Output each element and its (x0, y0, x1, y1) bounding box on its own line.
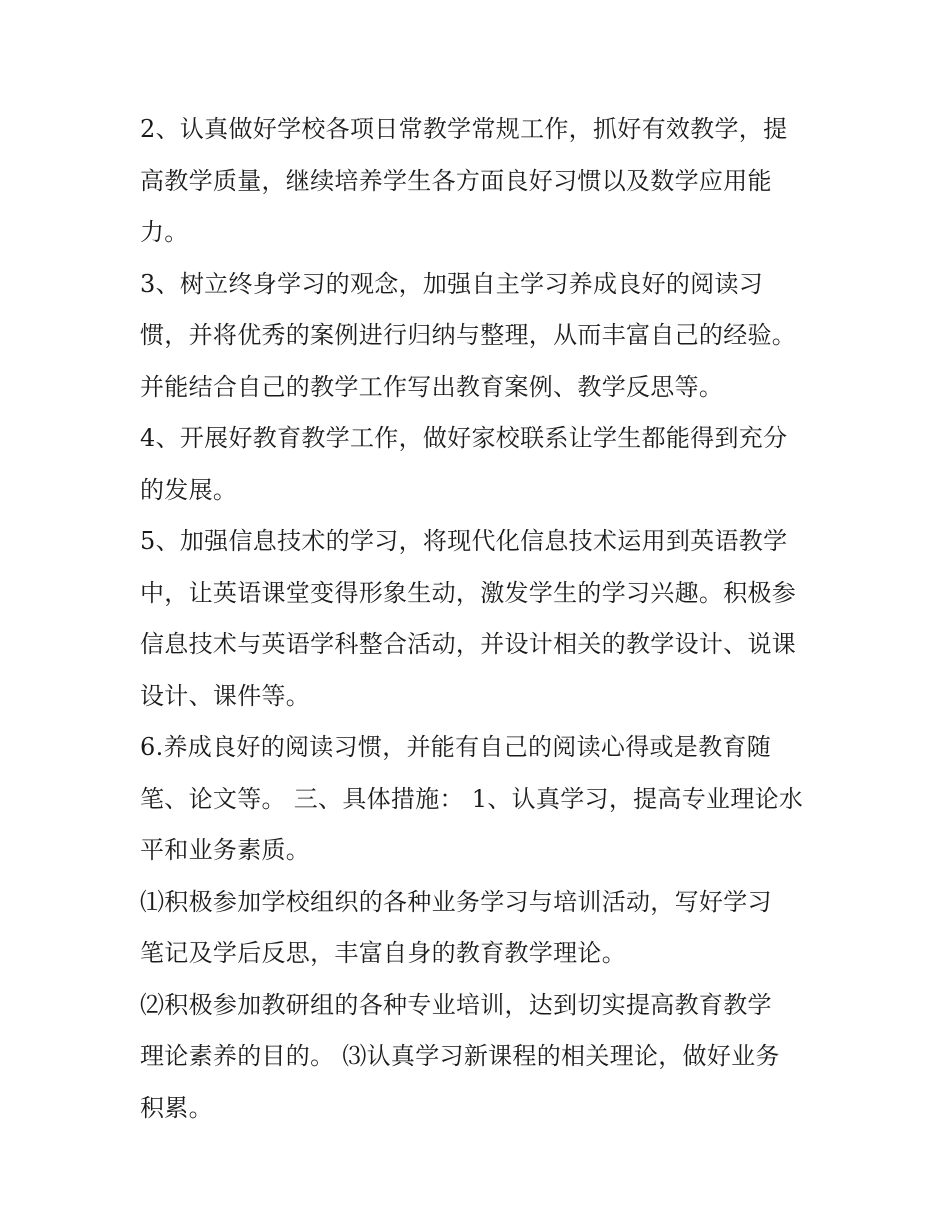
text-line: ⑴积极参加学校组织的各种业务学习与培训活动，写好学习 (140, 887, 772, 916)
text-line: 力。 (140, 218, 189, 246)
text-line: 中，让英语课堂变得形象生动，激发学生的学习兴趣。积极参 (140, 578, 797, 607)
text-line: ⑵积极参加教研组的各种专业培训，达到切实提高教育教学 (140, 990, 772, 1019)
text-line: 2、认真做好学校各项日常教学常规工作，抓好有效教学，提 (140, 115, 788, 143)
text-line: 5、加强信息技术的学习，将现代化信息技术运用到英语教学 (140, 527, 788, 555)
text-line: 设计、课件等。 (140, 681, 311, 710)
text-line: 惯，并将优秀的案例进行归纳与整理，从而丰富自己的经验。 (140, 321, 797, 349)
text-line: 4、开展好教育教学工作，做好家校联系让学生都能得到充分 (140, 424, 788, 452)
text-line: 笔、论文等。 三、具体措施： 1、认真学习，提高专业理论水 (140, 784, 804, 813)
text-line: 3、树立终身学习的观念，加强自主学习养成良好的阅读习 (140, 269, 764, 298)
text-line: 6.养成良好的阅读习惯，并能有自己的阅读心得或是教育随 (140, 733, 771, 761)
text-line: 笔记及学后反思，丰富自身的教育教学理论。 (140, 939, 626, 967)
text-line: 信息技术与英语学科整合活动，并设计相关的教学设计、说课 (140, 630, 797, 658)
text-line: 平和业务素质。 (140, 836, 311, 864)
text-line: 理论素养的目的。 ⑶认真学习新课程的相关理论，做好业务 (140, 1042, 780, 1070)
text-line: 高教学质量，继续培养学生各方面良好习惯以及数学应用能 (140, 166, 772, 195)
text-line: 积累。 (140, 1093, 213, 1122)
text-line: 并能结合自己的教学工作写出教育案例、教学反思等。 (140, 372, 724, 401)
text-line: 的发展。 (140, 475, 238, 504)
document-body (140, 104, 820, 1134)
